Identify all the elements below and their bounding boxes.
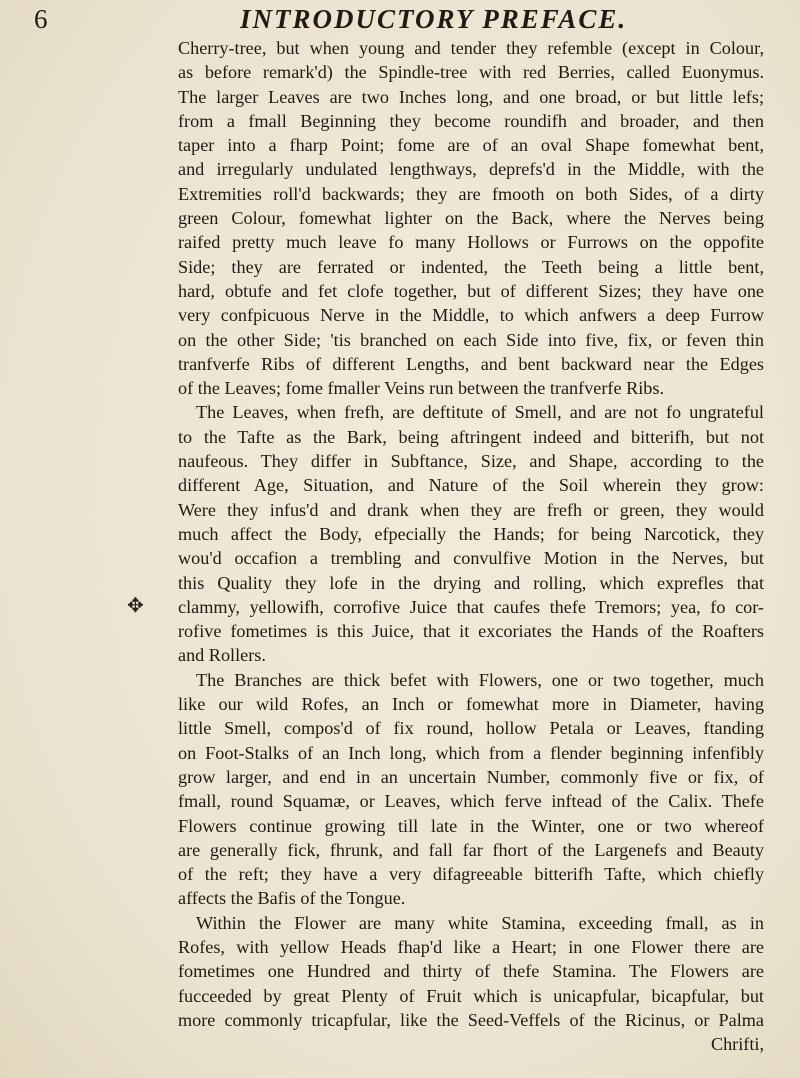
text-line: little Smell, compos'd of fix round, hollow Petala or Leaves, ftanding <box>178 718 764 739</box>
text-line: from a fmall Beginning they become roundifh and broader, and then <box>178 110 764 131</box>
text-line: clammy, yellowifh, corrofive Juice that caufes thefe Tremors; yea, fo cor- <box>178 596 764 617</box>
text-line: Cherry-tree, but when young and tender they refemble (except in Colour, <box>178 38 764 58</box>
text-line: to the Tafte as the Bark, being aftringent indeed and bitterifh, but not <box>178 426 764 447</box>
text-line: wou'd occafion a trembling and convulfive Motion in the Nerves, but <box>178 548 764 569</box>
text-line: as before remark'd) the Spindle-tree with red Berries, called Euonymus. <box>178 62 764 83</box>
text-line: grow larger, and end in an uncertain Number, commonly five or fix, of <box>178 766 764 787</box>
text-line: of the Leaves; fome fmaller Veins run between the tranfverfe Ribs. <box>178 378 664 399</box>
text-line: naufeous. They differ in Subftance, Size, and Shape, according to the <box>178 451 764 472</box>
text-line: Within the Flower are many white Stamina, exceeding fmall, as in <box>196 912 764 933</box>
text-line: Extremities roll'd backwards; they are fmooth on both Sides, of a dirty <box>178 183 764 204</box>
text-line: The Branches are thick befet with Flowers, one or two together, much <box>196 669 764 690</box>
text-line: like our wild Rofes, an Inch or fomewhat more in Diameter, having <box>178 694 764 715</box>
text-line: green Colour, fomewhat lighter on the Back, where the Nerves being <box>178 208 764 229</box>
text-line: Chrifti, <box>710 1034 764 1055</box>
text-line: more commonly tricapfular, like the Seed-Veffels of the Ricinus, or Palma <box>178 1009 764 1030</box>
text-line: Were they infus'd and drank when they are frefh or green, they would <box>178 499 764 520</box>
text-line: Side; they are ferrated or indented, the Teeth being a little bent, <box>178 256 764 277</box>
text-line: taper into a fharp Point; fome are of an oval Shape fomewhat bent, <box>178 135 764 156</box>
running-title: INTRODUCTORY PREFACE. <box>240 4 628 34</box>
text-line: Rofes, with yellow Heads fhap'd like a Heart; in one Flower there are <box>178 936 764 957</box>
text-line: on the other Side; 'tis branched on each Side into five, fix, or feven thin <box>178 329 764 350</box>
body-text <box>178 36 764 1056</box>
text-line: this Quality they lofe in the drying and rolling, which exprefles that <box>178 572 764 593</box>
text-line: different Age, Situation, and Nature of the Soil wherein they grow: <box>178 475 764 496</box>
text-line: Flowers continue growing till late in the Winter, one or two whereof <box>178 815 764 836</box>
text-line: very confpicuous Nerve in the Middle, to which anfwers a deep Furrow <box>178 305 764 326</box>
text-line: The Leaves, when frefh, are deftitute of Smell, and are not fo ungrateful <box>196 402 764 423</box>
text-line: of the reft; they have a very difagreeable bitterifh Tafte, which chiefly <box>178 864 764 885</box>
page-number: 6 <box>34 4 48 34</box>
text-line: affects the Bafis of the Tongue. <box>178 888 406 909</box>
text-line: raifed pretty much leave fo many Hollows or Furrows on the oppofite <box>178 232 764 253</box>
text-line: and Rollers. <box>178 645 266 666</box>
text-line: on Foot-Stalks of an Inch long, which from a flender beginning infenfibly <box>178 742 764 763</box>
margin-ornament-icon: ✥ <box>127 595 144 617</box>
text-line: rofive fometimes is this Juice, that it excoriates the Hands of the Roafters <box>178 621 764 642</box>
text-line: and irregularly undulated lengthways, deprefs'd in the Middle, with the <box>178 159 764 180</box>
text-line: The larger Leaves are two Inches long, and one broad, or but little lefs; <box>178 86 764 107</box>
text-line: fucceeded by great Plenty of Fruit which is unicapfular, bicapfular, but <box>178 985 764 1006</box>
text-line: fometimes one Hundred and thirty of thefe Stamina. The Flowers are <box>178 961 764 982</box>
text-line: fmall, round Squamæ, or Leaves, which ferve inftead of the Calix. Thefe <box>178 791 764 812</box>
text-line: much affect the Body, efpecially the Hands; for being Narcotick, they <box>178 523 764 544</box>
text-line: are generally fick, fhrunk, and fall far fhort of the Largenefs and Beauty <box>178 839 764 860</box>
text-line: hard, obtufe and fet clofe together, but of different Sizes; they have one <box>178 280 764 301</box>
text-line: tranfverfe Ribs of different Lengths, and bent backward near the Edges <box>178 353 764 374</box>
